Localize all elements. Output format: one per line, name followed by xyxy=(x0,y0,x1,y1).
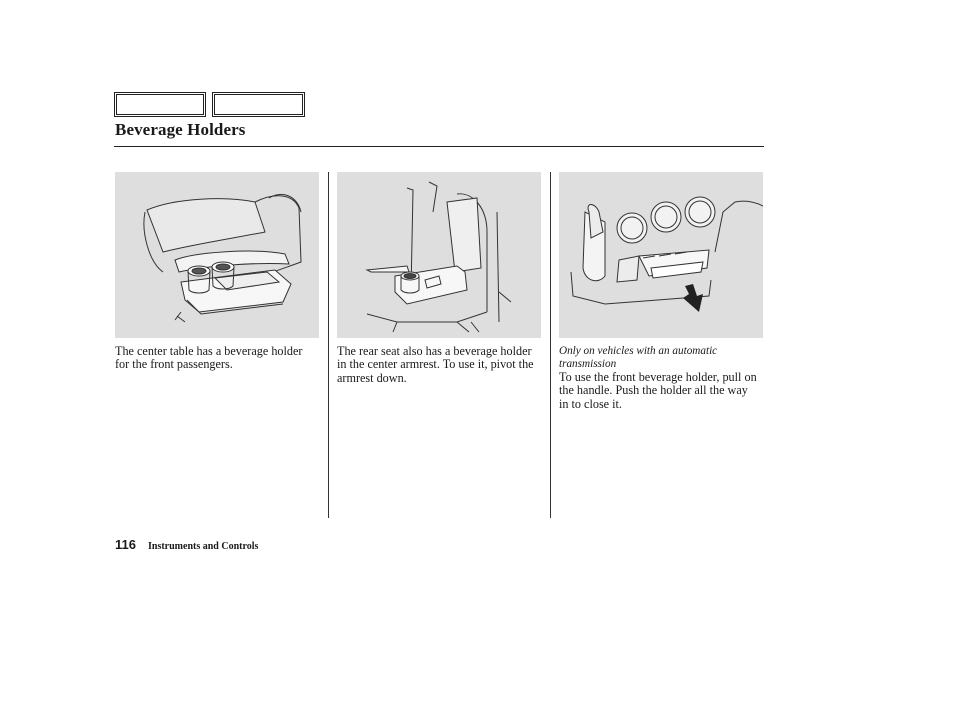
column-2-text: The rear seat also has a beverage holder in the center armrest. To use it, pivot the armrest down. xyxy=(337,344,534,385)
rear-armrest-illustration xyxy=(337,172,541,338)
column-3-text: To use the front beverage holder, pull on the handle. Push the holder all the way in to close it. xyxy=(559,370,757,411)
front-holder-illustration xyxy=(559,172,763,338)
header-tab-box-right xyxy=(212,92,305,117)
header-tab-box-left xyxy=(114,92,206,117)
section-name: Instruments and Controls xyxy=(148,541,259,552)
column-divider-2 xyxy=(550,172,551,518)
column-divider-1 xyxy=(328,172,329,518)
page-title: Beverage Holders xyxy=(115,120,246,139)
page-number: 116 xyxy=(115,537,136,552)
column-3-block xyxy=(559,345,759,411)
column-1-text: The center table has a beverage holder for the front passengers. xyxy=(115,344,303,372)
transmission-note: Only on vehicles with an automatic transmission xyxy=(559,345,718,370)
title-underline xyxy=(114,146,764,147)
center-table-illustration xyxy=(115,172,319,338)
